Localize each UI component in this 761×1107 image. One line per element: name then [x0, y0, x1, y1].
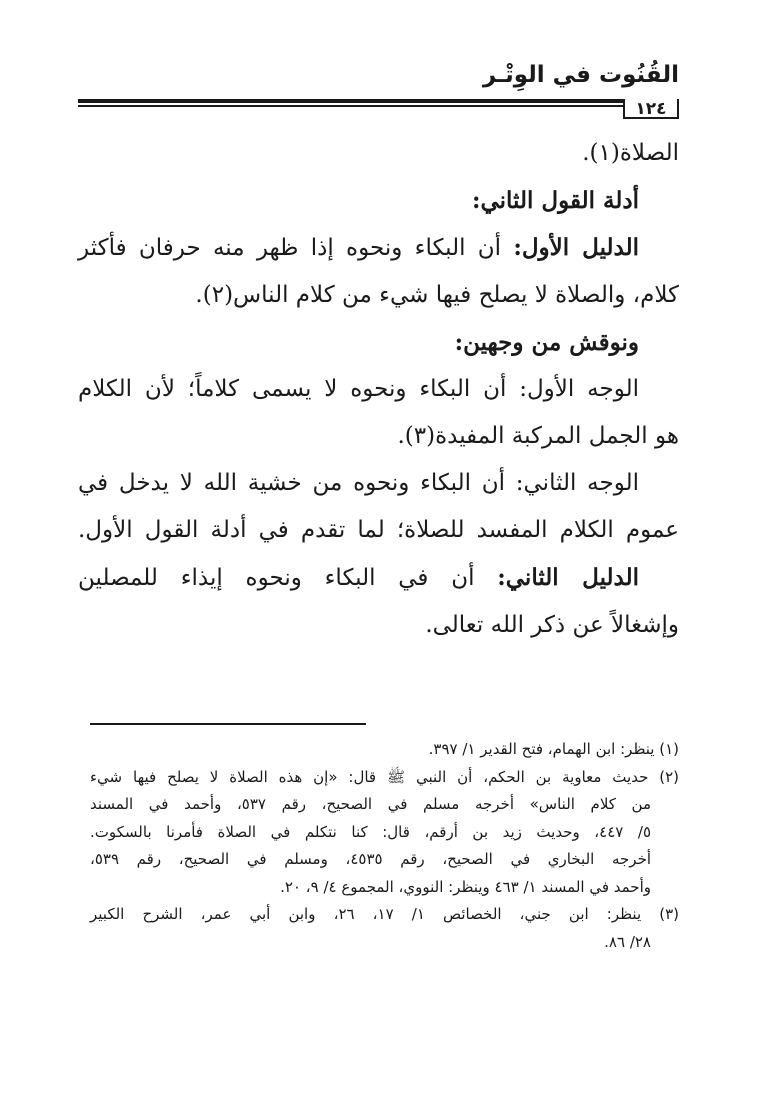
footnote-line: وأحمد في المسند ١/ ٤٦٣ وينظر: النووي، المجموع ٤/ ٩، ٢٠.: [280, 877, 651, 896]
header-rule-thick: [78, 99, 679, 103]
footnote-line: (٣) ينظر: ابن جني، الخصائص ١/ ١٧، ٢٦، وابن أبي عمر، الشرح الكبير: [90, 905, 680, 923]
body-text: [78, 130, 679, 649]
body-line: الدليل الأول: أن البكاء ونحوه إذا ظهر منه حرفان فأكثر: [78, 234, 639, 261]
footnote-line: (٢) حديث معاوية بن الحكم، أن النبي ﷺ قال: «إن هذه الصلاة لا يصلح فيها شيء: [90, 767, 679, 786]
page-number: ١٢٤: [623, 99, 679, 119]
body-line: الوجه الثاني: أن البكاء ونحوه من خشية الله لا يدخل في: [78, 470, 639, 496]
body-line: هو الجمل المركبة المفيدة(٣).: [397, 423, 679, 449]
body-line: وإشغالاً عن ذكر الله تعالى.: [425, 612, 679, 638]
footnote-line: (١) ينظر: ابن الهمام، فتح القدير ١/ ٣٩٧.: [428, 740, 679, 758]
footnote-line: ٢٨/ ٨٦.: [604, 932, 651, 951]
body-line: الصلاة(١).: [582, 140, 679, 166]
header-rule: [78, 96, 679, 118]
evidence-heading: الدليل الأول:: [513, 234, 639, 261]
footnote-line: أخرجه البخاري في الصحيح، رقم ٤٥٣٥، ومسلم في الصحيح، رقم ٥٣٩،: [90, 850, 652, 868]
running-title: القُنُوت في الوِتْـر: [482, 62, 679, 88]
body-line: كلام، والصلاة لا يصلح فيها شيء من كلام الناس(٢).: [195, 282, 679, 308]
footnote-line: من كلام الناس» أخرجه مسلم في الصحيح، رقم ٥٣٧، وأحمد في المسند: [90, 795, 651, 813]
header-rule-thin: [78, 105, 679, 107]
body-line: الوجه الأول: أن البكاء ونحوه لا يسمى كلاماً؛ لأن الكلام: [78, 376, 639, 402]
section-heading: ونوقش من وجهين:: [454, 329, 639, 356]
body-line: عموم الكلام المفسد للصلاة؛ لما تقدم في أدلة القول الأول.: [78, 517, 679, 543]
footnote-separator: [90, 723, 366, 725]
evidence-heading: الدليل الثاني:: [497, 564, 639, 591]
body-line: الدليل الثاني: أن في البكاء ونحوه إيذاء للمصلين: [78, 564, 639, 591]
footnote-line: ٥/ ٤٤٧، وحديث زيد بن أرقم، قال: كنا نتكلم في الصلاة فأمرنا بالسكوت.: [90, 822, 651, 841]
footnotes: [90, 736, 679, 956]
section-heading: أدلة القول الثاني:: [471, 187, 639, 214]
